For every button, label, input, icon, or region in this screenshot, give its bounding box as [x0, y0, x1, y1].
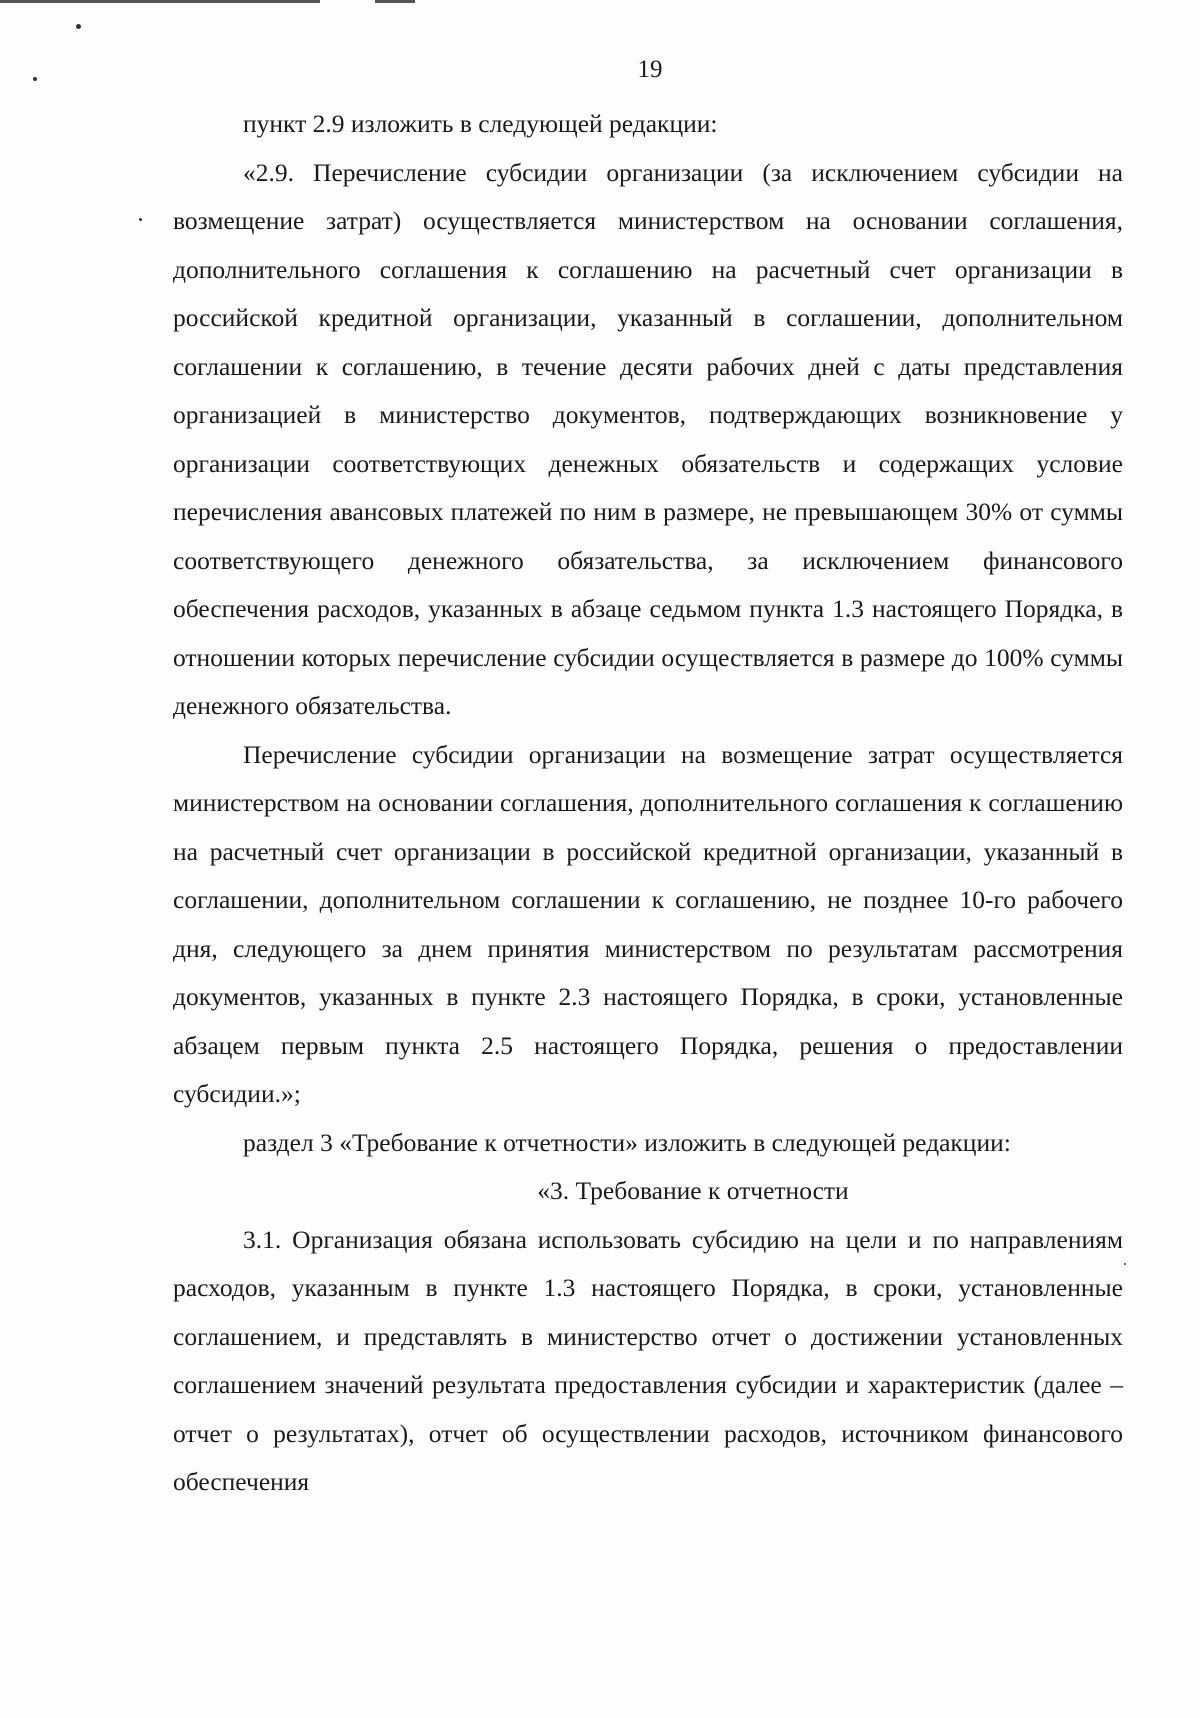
- scan-speck: [33, 77, 37, 81]
- paragraph-intro: пункт 2.9 изложить в следующей редакции:: [243, 109, 718, 138]
- section-heading: «3. Требование к отчетности: [537, 1176, 849, 1205]
- paragraph-2-9: «2.9. Перечисление субсидии организации (за исключением субсидии на возмещение затрат) осуществляется министерством на основании соглашения, дополнительного соглашения к соглашению на расчетный счет организации в российской кредитной организации, указанный в соглашении, дополнительном соглашении к соглашению, в течение десяти рабочих дней с даты представления организацией в министерство документов, подтверждающих возникновение у организации соответствующих денежных обязательств и содержащих условие перечисления авансовых платежей по ним в размере, не превышающем 30% от суммы соответствующего денежного обязательства, за исключением финансового обеспечения расходов, указанных в абзаце седьмом пункта 1.3 настоящего Порядка, в отношении которых перечисление субсидии осуществляется в размере до 100% суммы денежного обязательства.: [173, 157, 1123, 720]
- paragraph-reimbursement: Перечисление субсидии организации на возмещение затрат осуществляется министерством на основании соглашения, дополнительного соглашения к соглашению на расчетный счет организации в российской кредитной организации, указанный в соглашении, дополнительном соглашении к соглашению, не позднее 10-го рабочего дня, следующего за днем принятия министерством по результатам рассмотрения документов, указанных в пункте 2.3 настоящего Порядка, в сроки, установленные абзацем первым пункта 2.5 настоящего Порядка, решения о предоставлении субсидии.»;: [173, 739, 1123, 1108]
- paragraph-3-1: 3.1. Организация обязана использовать субсидию на цели и по направлениям расходов, указанным в пункте 1.3 настоящего Порядка, в сроки, установленные соглашением, и представлять в министерство отчет о достижении установленных соглашением значений результата предоставления субсидии и характеристик (далее – отчет о результатах), отчет об осуществлении расходов, источником финансового обеспечения: [173, 1224, 1123, 1496]
- scan-speck: [76, 24, 81, 29]
- scan-speck: [139, 218, 142, 221]
- page-number: 19: [637, 56, 663, 83]
- document-body: [173, 100, 1123, 1507]
- scan-top-edge: [0, 0, 1200, 3]
- paragraph-section-3-intro: раздел 3 «Требование к отчетности» изложить в следующей редакции:: [243, 1127, 1011, 1157]
- scan-speck: [1124, 1263, 1126, 1265]
